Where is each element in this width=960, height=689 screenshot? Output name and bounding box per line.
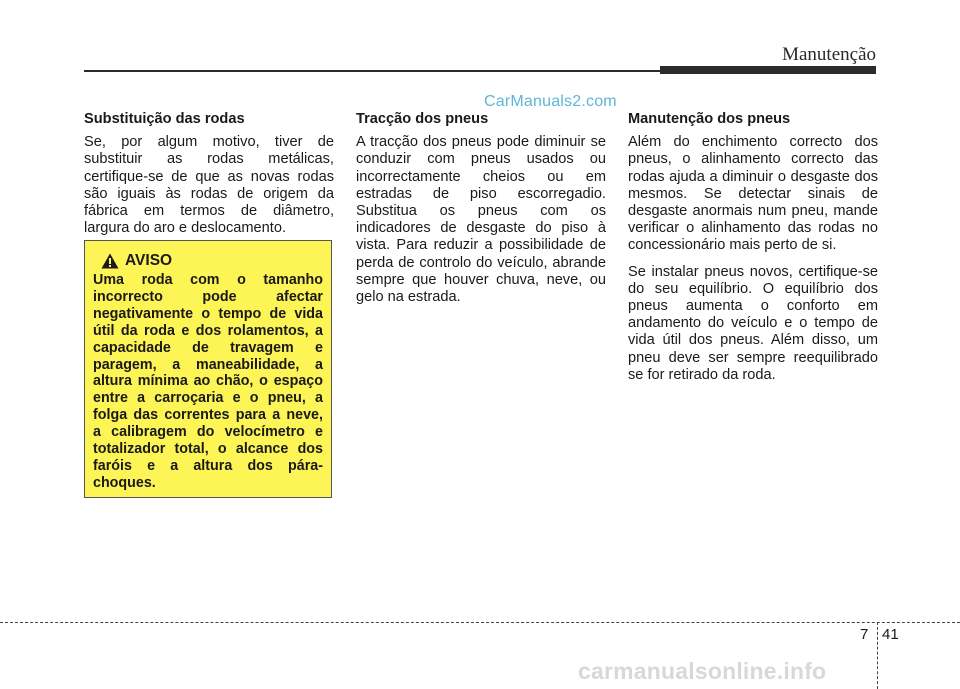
watermark-top: CarManuals2.com — [484, 93, 617, 110]
section-heading-tire-traction: Tracção dos pneus — [356, 111, 489, 127]
warning-text: Uma roda com o tamanho incorrecto pode afectar negativamente o tempo de vida útil da roda e dos rolamentos, a capacidade de travagem e paragem, a maneabilidade, a altura mínima ao chão, o espaço entre a carroçaria e o pneu, a folga das correntes para a neve, a calibragem do velocímetro e totalizador total, o alcance dos faróis e a altura dos pára-choques. — [93, 272, 323, 491]
page-header-title: Manutenção — [782, 44, 876, 65]
warning-header — [101, 252, 323, 270]
warning-triangle-icon — [101, 253, 119, 269]
page-chapter-number: 7 — [860, 626, 869, 643]
warning-box — [84, 240, 332, 498]
section-paragraph-tire-traction: A tracção dos pneus pode diminuir se conduzir com pneus usados ou incorrectamente cheios ou em estradas de piso escorregadio. Substitua os pneus com os indicadores de desgaste do piso à vista. Para reduzir a possibilidade de perda de controlo do veículo, abrande sempre que houver chuva, neve, ou gelo na estrada. — [356, 134, 606, 306]
section-paragraph-tire-maintenance-1: Além do enchimento correcto dos pneus, o alinhamento correcto das rodas ajuda a diminuir o desgaste dos mesmos. Se detectar sinais de desgaste anormais num pneu, mande verificar o alinhamento das rodas no concessionário mais perto de si. — [628, 134, 878, 254]
footer-vertical-rule — [877, 622, 878, 689]
section-heading-tire-maintenance: Manutenção dos pneus — [628, 111, 791, 127]
section-heading-wheel-replacement: Substituição das rodas — [84, 111, 245, 127]
section-paragraph-wheel-replacement: Se, por algum motivo, tiver de substituir as rodas metálicas, certifique-se de que as novas rodas são iguais às rodas de origem da fábrica em termos de diâmetro, largura do aro e deslocamento. — [84, 134, 334, 237]
header-rule-thick — [660, 66, 876, 74]
watermark-bottom: carmanualsonline.info — [578, 658, 827, 684]
column-1 — [84, 111, 334, 246]
footer-rule — [0, 622, 960, 623]
column-3 — [628, 111, 878, 393]
warning-title: AVISO — [125, 252, 173, 269]
section-paragraph-tire-maintenance-2: Se instalar pneus novos, certifique-se do seu equilíbrio. O equilíbrio dos pneus aumenta o conforto em andamento do veículo e o tempo de vida útil dos pneus. Além disso, um pneu deve ser sempre reequilibrado se for retirado da roda. — [628, 263, 878, 383]
page-number: 41 — [882, 626, 899, 643]
column-2 — [356, 111, 606, 315]
header-rule-thin — [84, 70, 660, 72]
